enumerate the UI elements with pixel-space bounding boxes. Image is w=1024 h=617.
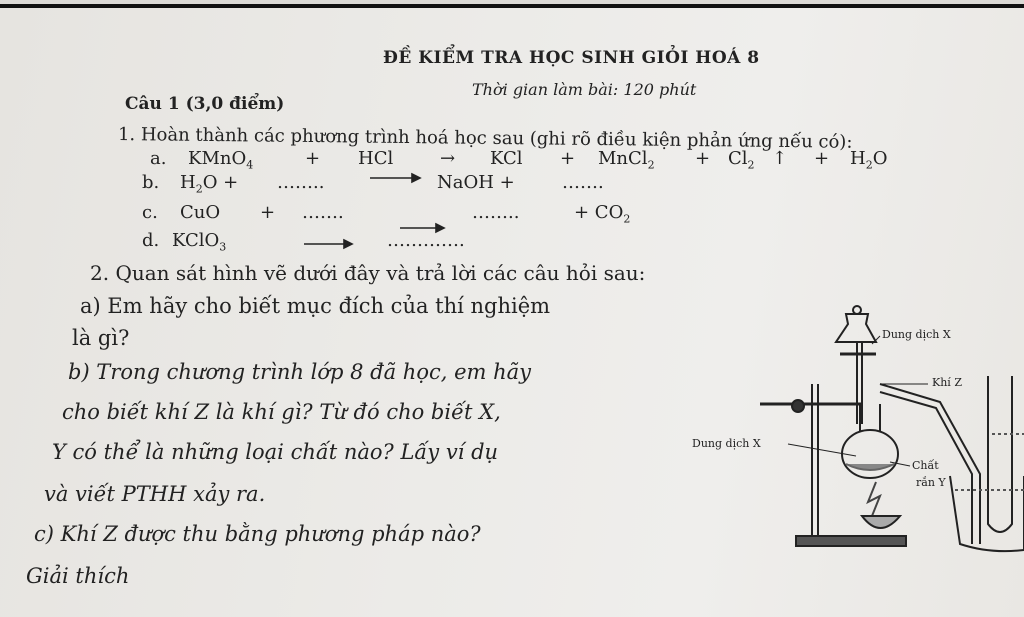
eq-d-kclo3: KClO$_3$ xyxy=(172,230,227,254)
eq-b-h2o: $H_2O$ + xyxy=(180,172,239,196)
exam-title: ĐỀ KIỂM TRA HỌC SINH GIỎI HOÁ 8 xyxy=(383,48,760,68)
eq-c-co2: + $CO_2$ xyxy=(574,202,631,226)
eq-a-kcl: KCl xyxy=(490,148,523,169)
eq-a-plus1: + xyxy=(305,148,321,169)
q2b-line4: và viết PTHH xảy ra. xyxy=(44,482,266,506)
exam-paper xyxy=(0,4,1024,617)
eq-a-kmno4: KMnO$_4$ xyxy=(188,148,254,172)
q2-instruction: 2. Quan sát hình vẽ dưới đây và trả lời các câu hỏi sau: xyxy=(90,261,646,285)
label-dung-dich-x-left: Dung dịch X xyxy=(692,437,761,450)
eq-c-cuo: CuO xyxy=(180,202,221,223)
eq-c-label: c. xyxy=(142,202,158,223)
q2a-line2: là gì? xyxy=(72,326,130,350)
eq-c-plus1: + xyxy=(260,202,276,223)
eq-b-naoh: NaOH + xyxy=(437,172,515,193)
q2b-line2: cho biết khí Z là khí gì? Từ đó cho biết X, xyxy=(62,400,501,424)
dropping-funnel xyxy=(836,314,876,342)
eq-a-hcl: HCl xyxy=(358,148,394,169)
q2b-line1: b) Trong chương trình lớp 8 đã học, em hãy xyxy=(68,360,532,384)
eq-a-h2o: $H_2O$ xyxy=(850,148,888,172)
label-chat: Chất xyxy=(912,459,939,472)
eq-a-plus3: + xyxy=(695,148,711,169)
eq-b-label: b. xyxy=(142,172,160,193)
eq-c-blank1: ……. xyxy=(302,202,344,223)
eq-a-mncl2: MnCl$_2$ xyxy=(598,148,655,172)
eq-b-blank1: …….. xyxy=(277,172,325,193)
eq-a-up-arrow: ↑ xyxy=(772,148,788,169)
q2c-line1: c) Khí Z được thu bằng phương pháp nào? xyxy=(34,522,481,546)
collection-tube xyxy=(988,376,1012,532)
q2a-line1: a) Em hãy cho biết mục đích của thí nghiệm xyxy=(80,294,551,318)
label-ran-y: rắn Y xyxy=(916,476,946,489)
eq-d-label: d. xyxy=(142,230,160,251)
eq-a-arrow: → xyxy=(440,148,456,169)
question1-heading: Câu 1 (3,0 điểm) xyxy=(125,94,285,114)
eq-c-blank2: …….. xyxy=(472,202,520,223)
apparatus-figure xyxy=(0,4,1024,617)
q2b-line3: Y có thể là những loại chất nào? Lấy ví dụ xyxy=(52,440,499,464)
eq-d-blank1: …………. xyxy=(387,230,465,251)
eq-a-cl2: $Cl_2$ xyxy=(728,148,755,172)
exam-time: Thời gian làm bài: 120 phút xyxy=(472,80,697,99)
q1-instruction: 1. Hoàn thành các phương trình hoá học sau (ghi rõ điều kiện phản ứng nếu có): xyxy=(117,124,853,153)
eq-a-plus4: + xyxy=(814,148,830,169)
stand-base xyxy=(796,536,906,546)
label-khi-z: Khí Z xyxy=(932,376,962,389)
eq-a-plus2: + xyxy=(560,148,576,169)
q2c-line2: Giải thích xyxy=(26,564,130,588)
label-dung-dich-x-top: Dung dịch X xyxy=(882,328,951,341)
eq-a-label: a. xyxy=(150,148,167,169)
eq-b-blank2: ……. xyxy=(562,172,604,193)
